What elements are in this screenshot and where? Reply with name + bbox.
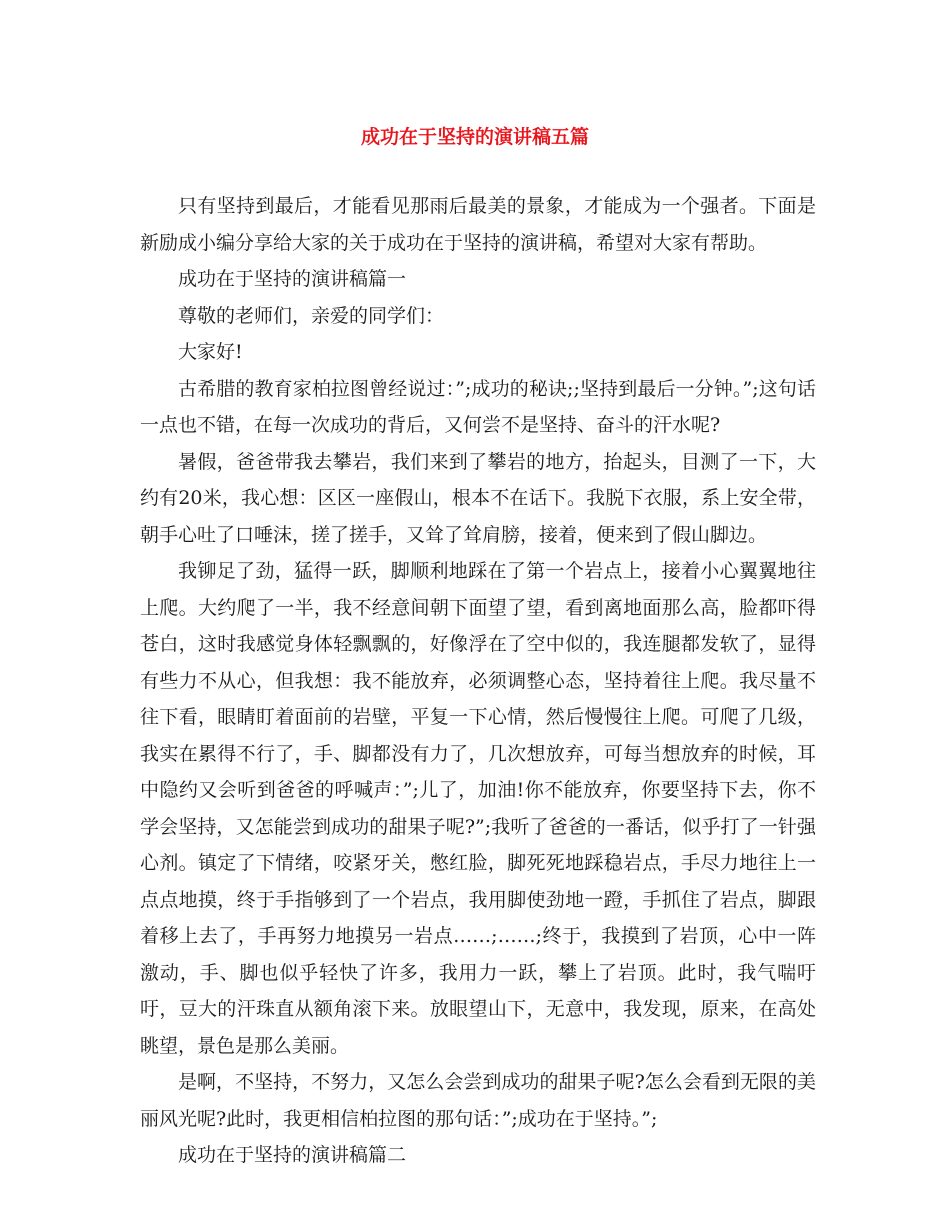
paragraph-summer: 暑假，爸爸带我去攀岩，我们来到了攀岩的地方，抬起头，目测了一下，大约有20米，我心想：区区一座假山，根本不在话下。我脱下衣服，系上安全带，朝手心吐了口唾沫，搓了搓手，又耸了耸肩膀，接着，便来到了假山脚边。 xyxy=(140,450,816,546)
paragraph-climb: 我铆足了劲，猛得一跃，脚顺利地踩在了第一个岩点上，接着小心翼翼地往上爬。大约爬了一半，我不经意间朝下面望了望，看到离地面那么高，脸都吓得苍白，这时我感觉身体轻飘飘的，好像浮在了空中似的，我连腿都发软了，显得有些力不从心，但我想：我不能放弃，必须调整心态，坚持着往上爬。我尽量不往下看，眼睛盯着面前的岩壁，平复一下心情，然后慢慢往上爬。可爬了几级，我实在累得不行了，手、脚都没有力了，几次想放弃，可每当想放弃的时候，耳中隐约又会听到爸爸的呼喊声：”;儿了，加油!你不能放弃，你要坚持下去，你不学会坚持，又怎能尝到成功的甜果子呢?”;我听了爸爸的一番话，似乎打了一针强心剂。镇定了下情绪，咬紧牙关，憋红脸，脚死死地踩稳岩点，手尽力地往上一点点地摸，终于手指够到了一个岩点，我用脚使劲地一蹬，手抓住了岩点，脚跟着移上去了，手再努力地摸另一岩点……;……;终于，我摸到了岩顶，心中一阵激动，手、脚也似乎轻快了许多，我用力一跃，攀上了岩顶。此时，我气喘吁吁，豆大的汗珠直从额角滚下来。放眼望山下，无意中，我发现，原来，在高处眺望，景色是那么美丽。 xyxy=(140,560,816,1057)
paragraph-conclusion: 是啊，不坚持，不努力，又怎么会尝到成功的甜果子呢?怎么会看到无限的美丽风光呢?此时，我更相信柏拉图的那句话：”;成功在于坚持。”; xyxy=(140,1071,816,1130)
paragraph-intro: 只有坚持到最后，才能看见那雨后最美的景象，才能成为一个强者。下面是新励成小编分享给大家的关于成功在于坚持的演讲稿，希望对大家有帮助。 xyxy=(140,195,816,254)
paragraph-quote: 古希腊的教育家柏拉图曾经说过：”;成功的秘诀;;坚持到最后一分钟。”;这句话一点也不错，在每一次成功的背后，又何尝不是坚持、奋斗的汗水呢? xyxy=(140,377,816,436)
paragraph-salutation: 尊敬的老师们，亲爱的同学们： xyxy=(178,304,445,327)
document-title: 成功在于坚持的演讲稿五篇 xyxy=(360,126,589,148)
section-heading-1: 成功在于坚持的演讲稿篇一 xyxy=(178,268,407,290)
paragraph-greeting: 大家好! xyxy=(178,341,243,363)
document-body xyxy=(140,188,816,1174)
section-heading-2: 成功在于坚持的演讲稿篇二 xyxy=(178,1144,407,1166)
